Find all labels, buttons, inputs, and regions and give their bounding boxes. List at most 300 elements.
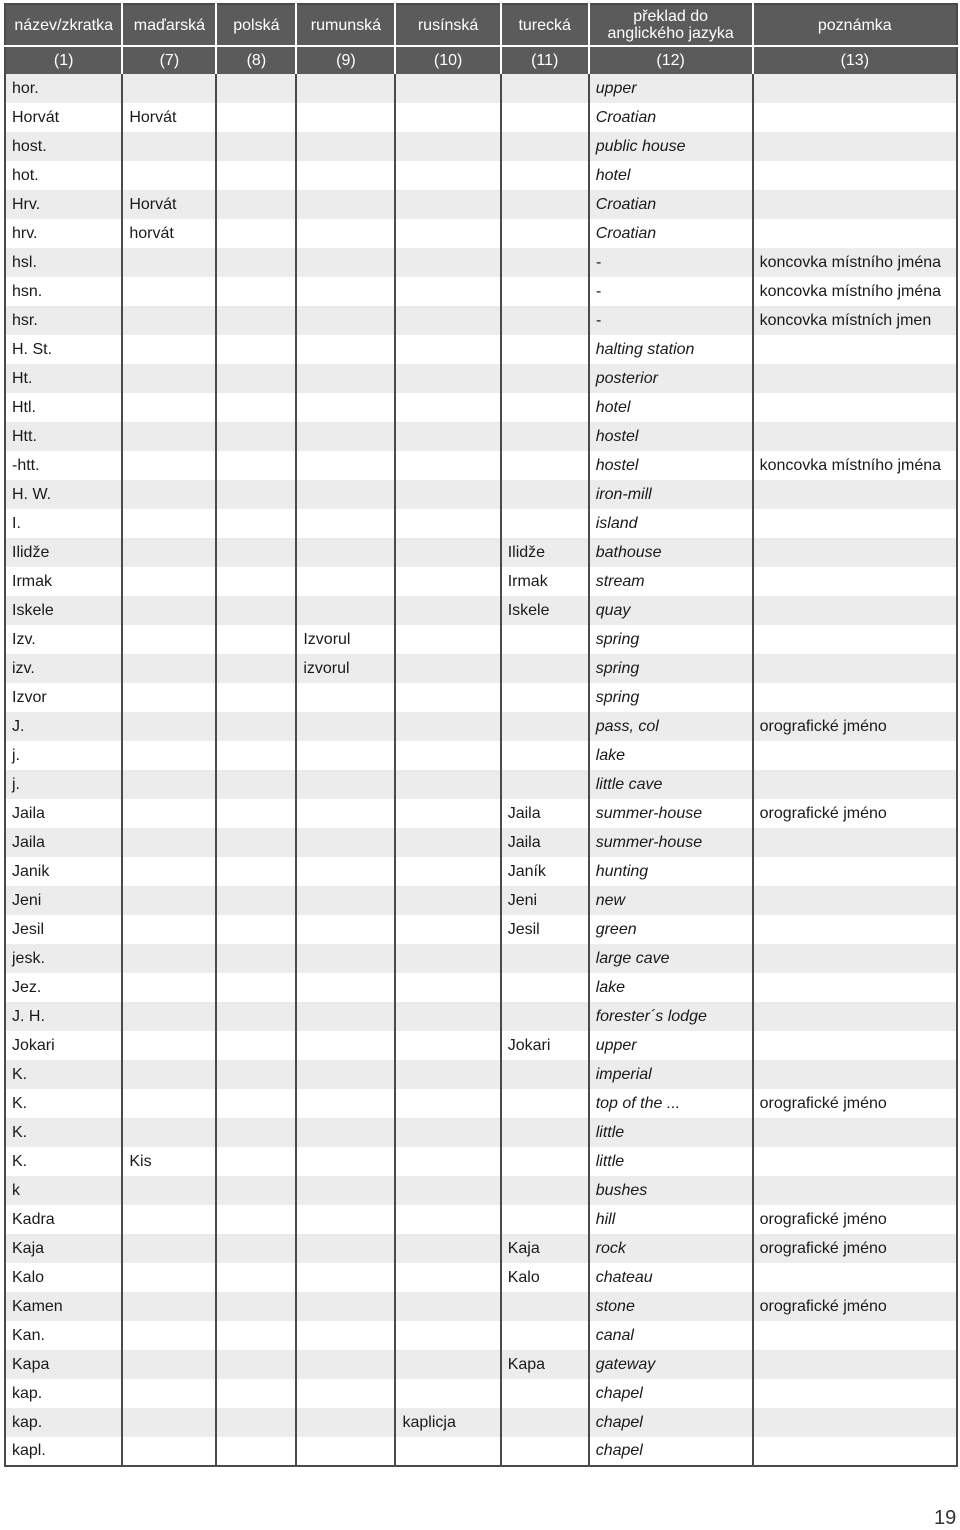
note-cell <box>753 973 957 1002</box>
rusyn-cell <box>395 1234 500 1263</box>
hungarian-cell <box>122 1408 216 1437</box>
column-number-row <box>5 46 957 74</box>
table-row <box>5 770 957 799</box>
hungarian-cell <box>122 509 216 538</box>
polish-cell <box>216 915 296 944</box>
romanian-cell <box>296 480 395 509</box>
english-translation-cell: chapel <box>589 1437 753 1466</box>
romanian-cell <box>296 364 395 393</box>
hungarian-cell <box>122 74 216 103</box>
note-cell <box>753 567 957 596</box>
hungarian-cell <box>122 567 216 596</box>
turkish-cell: Jaila <box>501 828 589 857</box>
romanian-cell <box>296 1350 395 1379</box>
hungarian-cell <box>122 1350 216 1379</box>
romanian-cell <box>296 712 395 741</box>
turkish-cell <box>501 480 589 509</box>
turkish-cell <box>501 712 589 741</box>
column-number: (10) <box>395 46 500 74</box>
note-cell <box>753 1176 957 1205</box>
romanian-cell <box>296 915 395 944</box>
table-row <box>5 161 957 190</box>
polish-cell <box>216 1205 296 1234</box>
english-translation-cell: bushes <box>589 1176 753 1205</box>
abbreviation-cell: hrv. <box>5 219 122 248</box>
turkish-cell: Jeni <box>501 886 589 915</box>
english-translation-cell: upper <box>589 1031 753 1060</box>
table-row <box>5 219 957 248</box>
table-row <box>5 596 957 625</box>
turkish-cell <box>501 944 589 973</box>
hungarian-cell <box>122 1321 216 1350</box>
abbreviation-cell: Ilidže <box>5 538 122 567</box>
note-cell <box>753 1031 957 1060</box>
note-cell <box>753 538 957 567</box>
rusyn-cell <box>395 306 500 335</box>
rusyn-cell <box>395 451 500 480</box>
romanian-cell <box>296 596 395 625</box>
table-row <box>5 1321 957 1350</box>
hungarian-cell <box>122 277 216 306</box>
english-translation-cell: - <box>589 306 753 335</box>
english-translation-cell: halting station <box>589 335 753 364</box>
romanian-cell: Izvorul <box>296 625 395 654</box>
english-translation-cell: hill <box>589 1205 753 1234</box>
rusyn-cell: kaplicja <box>395 1408 500 1437</box>
hungarian-cell <box>122 1292 216 1321</box>
rusyn-cell <box>395 1118 500 1147</box>
note-cell <box>753 741 957 770</box>
romanian-cell <box>296 103 395 132</box>
abbreviation-cell: Izv. <box>5 625 122 654</box>
romanian-cell <box>296 1176 395 1205</box>
abbreviation-cell: Izvor <box>5 683 122 712</box>
note-cell <box>753 480 957 509</box>
hungarian-cell <box>122 799 216 828</box>
table-row <box>5 683 957 712</box>
table-row <box>5 1002 957 1031</box>
abbreviation-cell: hsn. <box>5 277 122 306</box>
table-row <box>5 248 957 277</box>
abbreviation-cell: K. <box>5 1118 122 1147</box>
polish-cell <box>216 103 296 132</box>
hungarian-cell: Horvát <box>122 103 216 132</box>
polish-cell <box>216 828 296 857</box>
abbreviation-cell: Jesil <box>5 915 122 944</box>
rusyn-cell <box>395 74 500 103</box>
table-row <box>5 1031 957 1060</box>
hungarian-cell <box>122 1089 216 1118</box>
english-translation-cell: upper <box>589 74 753 103</box>
english-translation-cell: hostel <box>589 422 753 451</box>
romanian-cell <box>296 1408 395 1437</box>
turkish-cell <box>501 248 589 277</box>
rusyn-cell <box>395 828 500 857</box>
romanian-cell <box>296 1031 395 1060</box>
column-header: poznámka <box>753 4 957 46</box>
table-row <box>5 190 957 219</box>
table-row <box>5 1176 957 1205</box>
english-translation-cell: posterior <box>589 364 753 393</box>
hungarian-cell <box>122 683 216 712</box>
english-translation-cell: hostel <box>589 451 753 480</box>
romanian-cell <box>296 567 395 596</box>
column-number: (9) <box>296 46 395 74</box>
hungarian-cell <box>122 335 216 364</box>
turkish-cell <box>501 393 589 422</box>
note-cell <box>753 915 957 944</box>
romanian-cell <box>296 422 395 451</box>
hungarian-cell <box>122 915 216 944</box>
english-translation-cell: little <box>589 1147 753 1176</box>
rusyn-cell <box>395 277 500 306</box>
romanian-cell <box>296 219 395 248</box>
english-translation-cell: canal <box>589 1321 753 1350</box>
abbreviation-cell: kap. <box>5 1408 122 1437</box>
polish-cell <box>216 451 296 480</box>
note-cell <box>753 1350 957 1379</box>
english-translation-cell: chapel <box>589 1408 753 1437</box>
note-cell: orografické jméno <box>753 1234 957 1263</box>
turkish-cell <box>501 625 589 654</box>
turkish-cell <box>501 1002 589 1031</box>
turkish-cell <box>501 1176 589 1205</box>
romanian-cell <box>296 1292 395 1321</box>
romanian-cell <box>296 161 395 190</box>
abbreviation-cell: jesk. <box>5 944 122 973</box>
note-cell <box>753 596 957 625</box>
turkish-cell <box>501 654 589 683</box>
romanian-cell <box>296 1147 395 1176</box>
abbreviation-cell: Irmak <box>5 567 122 596</box>
english-translation-cell: stone <box>589 1292 753 1321</box>
turkish-cell <box>501 1205 589 1234</box>
romanian-cell <box>296 799 395 828</box>
note-cell <box>753 886 957 915</box>
hungarian-cell <box>122 161 216 190</box>
rusyn-cell <box>395 103 500 132</box>
column-header: maďarská <box>122 4 216 46</box>
abbreviation-cell: hsl. <box>5 248 122 277</box>
rusyn-cell <box>395 161 500 190</box>
table-row <box>5 393 957 422</box>
table-row <box>5 480 957 509</box>
polish-cell <box>216 1234 296 1263</box>
rusyn-cell <box>395 741 500 770</box>
note-cell: koncovka místního jména <box>753 451 957 480</box>
turkish-cell: Janík <box>501 857 589 886</box>
rusyn-cell <box>395 248 500 277</box>
note-cell <box>753 509 957 538</box>
english-translation-cell: large cave <box>589 944 753 973</box>
english-translation-cell: summer-house <box>589 799 753 828</box>
table-row <box>5 1350 957 1379</box>
polish-cell <box>216 1002 296 1031</box>
rusyn-cell <box>395 567 500 596</box>
hungarian-cell <box>122 451 216 480</box>
hungarian-cell <box>122 596 216 625</box>
romanian-cell <box>296 857 395 886</box>
table-row <box>5 1408 957 1437</box>
column-number: (8) <box>216 46 296 74</box>
column-header: rumunská <box>296 4 395 46</box>
romanian-cell <box>296 1234 395 1263</box>
polish-cell <box>216 1031 296 1060</box>
column-header: polská <box>216 4 296 46</box>
polish-cell <box>216 1089 296 1118</box>
hungarian-cell <box>122 625 216 654</box>
romanian-cell <box>296 1118 395 1147</box>
abbreviation-cell: j. <box>5 770 122 799</box>
romanian-cell <box>296 1060 395 1089</box>
turkish-cell: Ilidže <box>501 538 589 567</box>
abbreviation-cell: Kadra <box>5 1205 122 1234</box>
rusyn-cell <box>395 219 500 248</box>
table-body <box>5 74 957 1466</box>
turkish-cell <box>501 219 589 248</box>
hungarian-cell <box>122 886 216 915</box>
polish-cell <box>216 538 296 567</box>
polish-cell <box>216 857 296 886</box>
english-translation-cell: gateway <box>589 1350 753 1379</box>
note-cell: koncovka místních jmen <box>753 306 957 335</box>
table-row <box>5 973 957 1002</box>
polish-cell <box>216 799 296 828</box>
note-cell <box>753 683 957 712</box>
polish-cell <box>216 770 296 799</box>
hungarian-cell <box>122 364 216 393</box>
turkish-cell <box>501 306 589 335</box>
abbreviation-cell: K. <box>5 1089 122 1118</box>
rusyn-cell <box>395 625 500 654</box>
table-row <box>5 625 957 654</box>
rusyn-cell <box>395 1437 500 1466</box>
english-translation-cell: little cave <box>589 770 753 799</box>
english-translation-cell: iron-mill <box>589 480 753 509</box>
abbreviation-cell: Jez. <box>5 973 122 1002</box>
hungarian-cell <box>122 1002 216 1031</box>
table-row <box>5 132 957 161</box>
table-row <box>5 886 957 915</box>
turkish-cell: Kapa <box>501 1350 589 1379</box>
rusyn-cell <box>395 190 500 219</box>
rusyn-cell <box>395 1350 500 1379</box>
hungarian-cell <box>122 393 216 422</box>
abbreviation-cell: Jaila <box>5 828 122 857</box>
column-number: (7) <box>122 46 216 74</box>
turkish-cell <box>501 422 589 451</box>
note-cell <box>753 364 957 393</box>
turkish-cell <box>501 451 589 480</box>
hungarian-cell <box>122 654 216 683</box>
abbreviation-cell: K. <box>5 1147 122 1176</box>
note-cell <box>753 74 957 103</box>
table-row <box>5 1205 957 1234</box>
turkish-cell <box>501 683 589 712</box>
turkish-cell: Jaila <box>501 799 589 828</box>
turkish-cell <box>501 1089 589 1118</box>
table-row <box>5 1089 957 1118</box>
column-header: rusínská <box>395 4 500 46</box>
abbreviation-cell: host. <box>5 132 122 161</box>
note-cell <box>753 1437 957 1466</box>
english-translation-cell: spring <box>589 625 753 654</box>
abbreviation-cell: hot. <box>5 161 122 190</box>
rusyn-cell <box>395 335 500 364</box>
column-header: turecká <box>501 4 589 46</box>
note-cell <box>753 161 957 190</box>
table-row <box>5 828 957 857</box>
note-cell <box>753 1379 957 1408</box>
romanian-cell <box>296 741 395 770</box>
abbreviation-cell: izv. <box>5 654 122 683</box>
table-row <box>5 364 957 393</box>
abbreviation-cell: Kapa <box>5 1350 122 1379</box>
glossary-table <box>4 3 958 1467</box>
english-translation-cell: new <box>589 886 753 915</box>
column-number: (1) <box>5 46 122 74</box>
romanian-cell <box>296 770 395 799</box>
hungarian-cell <box>122 1263 216 1292</box>
abbreviation-cell: Kaja <box>5 1234 122 1263</box>
english-translation-cell: stream <box>589 567 753 596</box>
turkish-cell <box>501 1321 589 1350</box>
abbreviation-cell: Kan. <box>5 1321 122 1350</box>
rusyn-cell <box>395 770 500 799</box>
polish-cell <box>216 509 296 538</box>
hungarian-cell <box>122 944 216 973</box>
romanian-cell <box>296 451 395 480</box>
table-row <box>5 799 957 828</box>
column-header: název/zkratka <box>5 4 122 46</box>
note-cell <box>753 422 957 451</box>
column-number: (13) <box>753 46 957 74</box>
abbreviation-cell: hor. <box>5 74 122 103</box>
rusyn-cell <box>395 538 500 567</box>
polish-cell <box>216 1350 296 1379</box>
rusyn-cell <box>395 1176 500 1205</box>
english-translation-cell: hotel <box>589 393 753 422</box>
turkish-cell <box>501 1292 589 1321</box>
turkish-cell <box>501 1060 589 1089</box>
rusyn-cell <box>395 1263 500 1292</box>
english-translation-cell: Croatian <box>589 103 753 132</box>
polish-cell <box>216 364 296 393</box>
hungarian-cell <box>122 480 216 509</box>
romanian-cell <box>296 538 395 567</box>
english-translation-cell: little <box>589 1118 753 1147</box>
note-cell <box>753 1321 957 1350</box>
turkish-cell <box>501 973 589 1002</box>
rusyn-cell <box>395 799 500 828</box>
table-row <box>5 654 957 683</box>
romanian-cell <box>296 509 395 538</box>
table-row <box>5 944 957 973</box>
abbreviation-cell: Hrv. <box>5 190 122 219</box>
polish-cell <box>216 567 296 596</box>
note-cell <box>753 1408 957 1437</box>
abbreviation-cell: Jaila <box>5 799 122 828</box>
hungarian-cell: Horvát <box>122 190 216 219</box>
romanian-cell <box>296 944 395 973</box>
polish-cell <box>216 712 296 741</box>
hungarian-cell <box>122 712 216 741</box>
abbreviation-cell: Kamen <box>5 1292 122 1321</box>
hungarian-cell <box>122 538 216 567</box>
abbreviation-cell: J. H. <box>5 1002 122 1031</box>
turkish-cell: Irmak <box>501 567 589 596</box>
note-cell <box>753 625 957 654</box>
abbreviation-cell: H. St. <box>5 335 122 364</box>
romanian-cell: izvorul <box>296 654 395 683</box>
turkish-cell <box>501 335 589 364</box>
english-translation-cell: chateau <box>589 1263 753 1292</box>
romanian-cell <box>296 132 395 161</box>
polish-cell <box>216 596 296 625</box>
english-translation-cell: lake <box>589 741 753 770</box>
note-cell <box>753 1263 957 1292</box>
rusyn-cell <box>395 1060 500 1089</box>
hungarian-cell <box>122 1234 216 1263</box>
turkish-cell <box>501 1379 589 1408</box>
rusyn-cell <box>395 712 500 741</box>
hungarian-cell <box>122 132 216 161</box>
table-row <box>5 103 957 132</box>
table-row <box>5 1147 957 1176</box>
turkish-cell <box>501 277 589 306</box>
english-translation-cell: forester´s lodge <box>589 1002 753 1031</box>
turkish-cell: Jokari <box>501 1031 589 1060</box>
rusyn-cell <box>395 683 500 712</box>
note-cell: orografické jméno <box>753 1292 957 1321</box>
romanian-cell <box>296 335 395 364</box>
table-row <box>5 422 957 451</box>
english-translation-cell: public house <box>589 132 753 161</box>
polish-cell <box>216 74 296 103</box>
note-cell: orografické jméno <box>753 712 957 741</box>
polish-cell <box>216 190 296 219</box>
turkish-cell <box>501 770 589 799</box>
romanian-cell <box>296 886 395 915</box>
english-translation-cell: hotel <box>589 161 753 190</box>
note-cell <box>753 1147 957 1176</box>
polish-cell <box>216 1176 296 1205</box>
abbreviation-cell: Htt. <box>5 422 122 451</box>
english-translation-cell: bathouse <box>589 538 753 567</box>
note-cell <box>753 132 957 161</box>
table-row <box>5 567 957 596</box>
rusyn-cell <box>395 422 500 451</box>
table-row <box>5 1379 957 1408</box>
hungarian-cell <box>122 1379 216 1408</box>
page-number: 19 <box>934 1507 957 1529</box>
turkish-cell: Iskele <box>501 596 589 625</box>
table-row <box>5 538 957 567</box>
rusyn-cell <box>395 1379 500 1408</box>
romanian-cell <box>296 1205 395 1234</box>
english-translation-cell: spring <box>589 683 753 712</box>
english-translation-cell: lake <box>589 973 753 1002</box>
polish-cell <box>216 1379 296 1408</box>
polish-cell <box>216 1437 296 1466</box>
note-cell <box>753 335 957 364</box>
rusyn-cell <box>395 1147 500 1176</box>
rusyn-cell <box>395 1205 500 1234</box>
table-row <box>5 915 957 944</box>
column-number: (11) <box>501 46 589 74</box>
hungarian-cell <box>122 1437 216 1466</box>
column-header: překlad do anglického jazyka <box>589 4 753 46</box>
